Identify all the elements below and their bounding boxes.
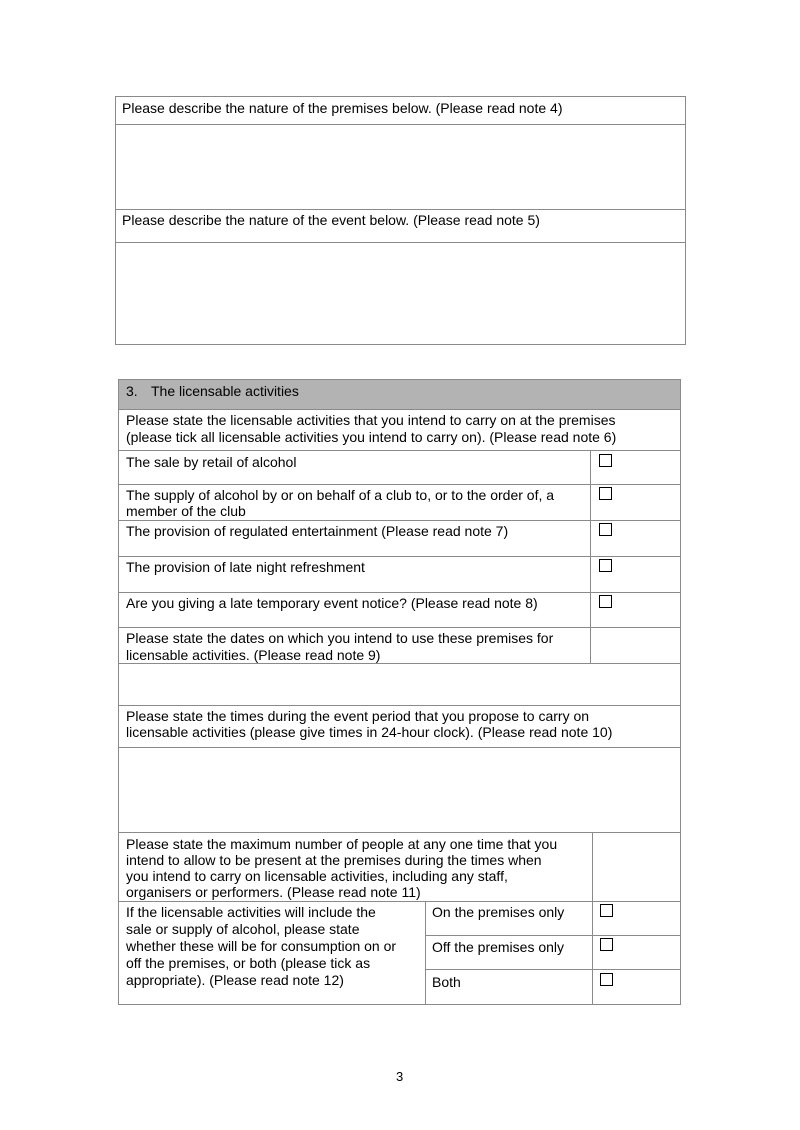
activities-intro-line-2: (please tick all licensable activities you intend to carry on). (Please read note 6) [126,429,617,445]
max-people-label-line-2: intend to allow to be present at the premises during the times when [126,852,542,868]
event-nature-answer-box[interactable] [116,243,685,344]
dates-answer-box[interactable] [119,664,680,705]
activity-late-night-refreshment-label: The provision of late night refreshment [126,559,365,575]
alcohol-consumption-label-line-2: sale or supply of alcohol, please state [126,921,360,937]
times-label-line-1: Please state the times during the event period that you propose to carry on [126,708,590,724]
activity-sale-of-alcohol-checkbox[interactable] [599,454,612,467]
dates-side-cell[interactable] [591,628,680,663]
section-number: 3. [126,383,138,399]
late-ten-question-label: Are you giving a late temporary event notice? (Please read note 8) [126,595,538,611]
dates-label-line-1: Please state the dates on which you intend to use these premises for [126,630,554,646]
activity-regulated-entertainment-label: The provision of regulated entertainment (Please read note 7) [126,523,509,539]
max-people-label-line-4: organisers or performers. (Please read note 11) [126,884,421,900]
page-number: 3 [396,1069,404,1084]
max-people-answer-box[interactable] [593,833,680,901]
premises-nature-answer-box[interactable] [116,125,685,209]
max-people-label-line-3: you intend to carry on licensable activities, including any staff, [126,868,508,884]
event-nature-label: Please describe the nature of the event below. (Please read note 5) [122,212,540,228]
option-off-premises-checkbox[interactable] [600,938,613,951]
max-people-label-line-1: Please state the maximum number of people at any one time that you [126,836,558,852]
dates-label-line-2: licensable activities. (Please read note 9) [126,647,381,663]
times-label-line-2: licensable activities (please give times in 24-hour clock). (Please read note 10) [126,724,613,740]
option-on-premises-checkbox[interactable] [600,904,613,917]
late-ten-checkbox[interactable] [599,595,612,608]
activity-club-supply-label: The supply of alcohol by or on behalf of a club to, or to the order of, a [126,487,555,503]
option-on-premises-label: On the premises only [432,904,565,920]
activity-club-supply-label-line-2: member of the club [126,503,246,519]
alcohol-consumption-label-line-1: If the licensable activities will include the [126,904,376,920]
activities-intro-line-1: Please state the licensable activities that you intend to carry on at the premises [126,412,616,428]
premises-nature-label: Please describe the nature of the premises below. (Please read note 4) [122,100,563,116]
option-off-premises-label: Off the premises only [432,939,565,955]
option-both-label: Both [432,974,461,990]
alcohol-consumption-label-line-4: off the premises, or both (please tick as [126,955,371,971]
activity-club-supply-checkbox[interactable] [599,487,612,500]
alcohol-consumption-label-line-5: appropriate). (Please read note 12) [126,972,344,988]
activity-sale-of-alcohol-label: The sale by retail of alcohol [126,454,297,470]
activity-late-night-refreshment-checkbox[interactable] [599,559,612,572]
activity-regulated-entertainment-checkbox[interactable] [599,523,612,536]
alcohol-consumption-label-line-3: whether these will be for consumption on or [126,938,397,954]
times-answer-box[interactable] [119,748,680,832]
section-title: The licensable activities [151,383,299,399]
option-both-checkbox[interactable] [600,973,613,986]
